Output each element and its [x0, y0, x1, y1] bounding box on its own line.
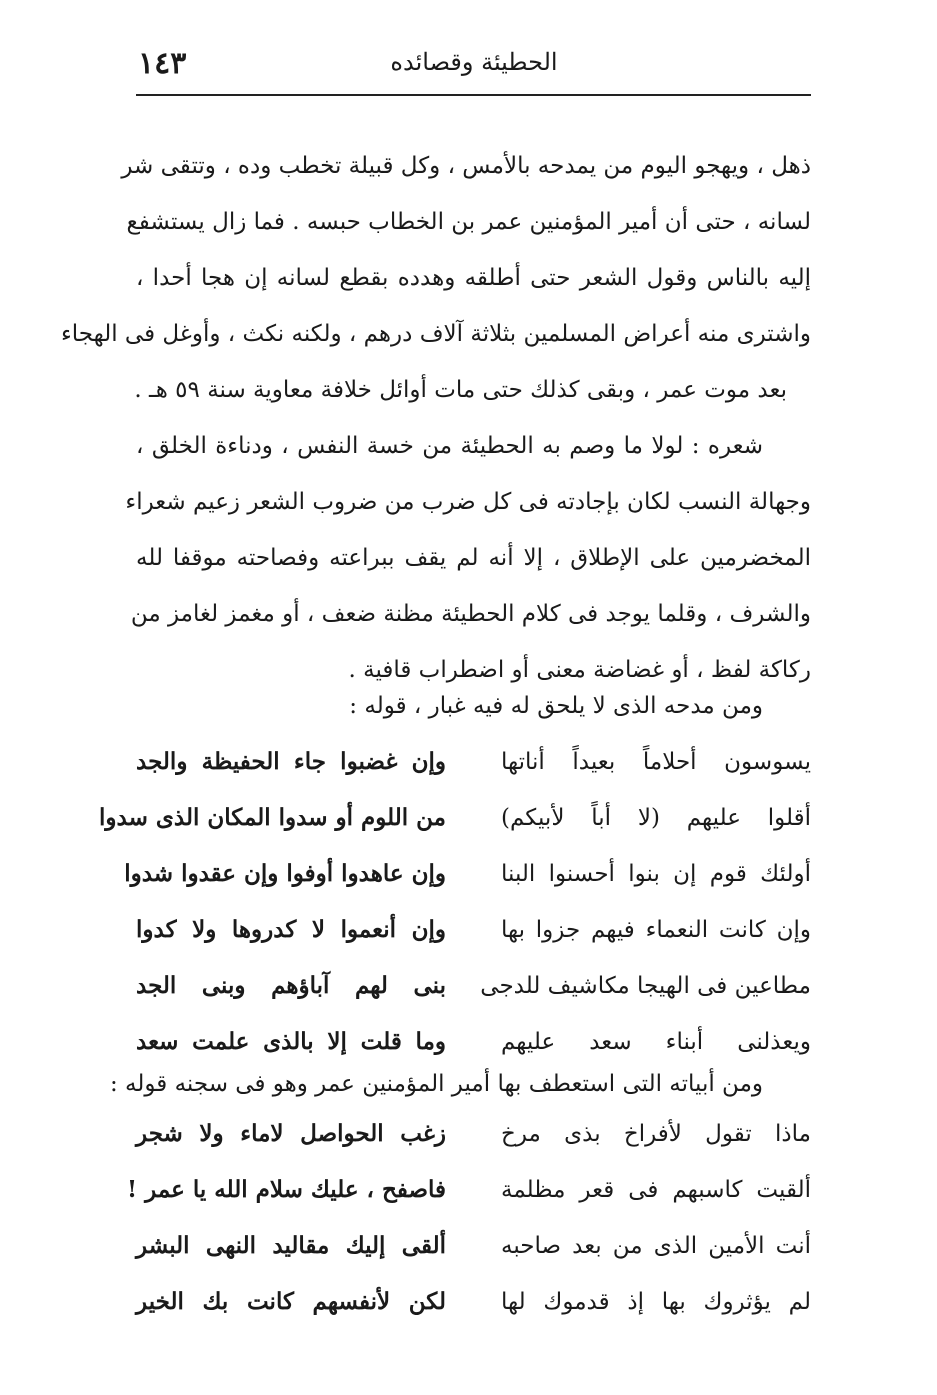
- page-number: ١٤٣: [138, 46, 187, 81]
- poem-intro-2: [109, 1056, 811, 1112]
- verse-first-hemistich: ويعذلنى أبناء سعد عليهم: [501, 1029, 811, 1055]
- running-title: الحطيئة وقصائده: [390, 48, 558, 76]
- verse-row: [136, 734, 811, 790]
- intro-line: ومن مدحه الذى لا يلحق له فيه غبار ، قوله :: [349, 693, 763, 719]
- text-line: شعره : لولا ما وصم به الحطيئة من خسة النفس ، ودناءة الخلق ،: [136, 433, 763, 459]
- text-line: وجهالة النسب لكان بإجادته فى كل ضرب من ضروب الشعر زعيم شعراء: [125, 489, 811, 515]
- verse-second-hemistich: وما قلت إلا بالذى علمت سعد: [136, 1028, 446, 1055]
- text-line: المخضرمين على الإطلاق ، إلا أنه لم يقف ببراعته وفصاحته موقفا لله: [136, 545, 811, 571]
- verse-row: [127, 1162, 811, 1218]
- text-line: ركاكة لفظ ، أو غضاضة معنى أو اضطراب قافية .: [348, 657, 811, 683]
- poem-plea-to-umar: [127, 1106, 811, 1330]
- verse-row: [124, 846, 811, 902]
- verse-second-hemistich: من اللوم أو سدوا المكان الذى سدوا: [99, 804, 446, 831]
- verse-second-hemistich: لكن لأنفسهم كانت بك الخير: [136, 1288, 446, 1315]
- verse-second-hemistich: فاصفح ، عليك سلام الله يا عمر !: [127, 1176, 446, 1203]
- verse-row: [136, 1106, 811, 1162]
- verse-row: [136, 1274, 811, 1330]
- prose-section: [60, 138, 811, 698]
- text-line: والشرف ، وقلما يوجد فى كلام الحطيئة مظنة ضعف ، أو مغمز لغامز من: [130, 601, 811, 627]
- verse-row: [136, 958, 811, 1014]
- verse-first-hemistich: أقلوا عليهم (لا أباً لأبيكم): [501, 805, 811, 831]
- text-line: بعد موت عمر ، وبقى كذلك حتى مات أوائل خلافة معاوية سنة ٥٩ هـ .: [134, 377, 787, 403]
- verse-first-hemistich: ماذا تقول لأفراخ بذى مرخ: [501, 1121, 811, 1147]
- poem-intro-1: [136, 678, 811, 734]
- verse-second-hemistich: زغب الحواصل لاماء ولا شجر: [136, 1120, 446, 1147]
- text-line: ذهل ، ويهجو اليوم من يمدحه بالأمس ، وكل قبيلة تخطب وده ، وتتقى شر: [121, 153, 811, 179]
- verse-row: [136, 902, 811, 958]
- text-line: واشترى منه أعراض المسلمين بثلاثة آلاف درهم ، ولكنه نكث ، وأوغل فى الهجاء: [60, 321, 811, 347]
- verse-first-hemistich: أنت الأمين الذى من بعد صاحبه: [501, 1233, 811, 1259]
- verse-second-hemistich: وإن أنعموا لا كدروها ولا كدوا: [136, 916, 446, 943]
- verse-second-hemistich: ألقى إليك مقاليد النهى البشر: [136, 1232, 446, 1259]
- verse-first-hemistich: وإن كانت النعماء فيهم جزوا بها: [501, 917, 811, 943]
- verse-first-hemistich: يسوسون أحلاماً بعيداً أناتها: [501, 749, 811, 775]
- verse-first-hemistich: أولئك قوم إن بنوا أحسنوا البنا: [501, 861, 811, 887]
- verse-first-hemistich: ألقيت كاسبهم فى قعر مظلمة: [501, 1177, 811, 1203]
- paragraph-poetry-assessment: [125, 418, 811, 698]
- text-line: إليه بالناس وقول الشعر حتى أطلقه وهدده بقطع لسانه إن هجا أحدا ،: [136, 265, 811, 291]
- poem-praise: [99, 734, 811, 1070]
- verse-first-hemistich: لم يؤثروك بها إذ قدموك لها: [501, 1289, 811, 1315]
- verse-second-hemistich: بنى لهم آباؤهم وبنى الجد: [136, 972, 446, 999]
- page-header: [138, 42, 810, 96]
- verse-row: [136, 1218, 811, 1274]
- verse-first-hemistich: مطاعين فى الهيجا مكاشيف للدجى: [480, 973, 811, 999]
- paragraph-biography: [60, 138, 811, 418]
- text-line: لسانه ، حتى أن أمير المؤمنين عمر بن الخطاب حبسه . فما زال يستشفع: [126, 209, 811, 235]
- verse-second-hemistich: وإن غضبوا جاء الحفيظة والجد: [136, 748, 446, 775]
- verse-second-hemistich: وإن عاهدوا أوفوا وإن عقدوا شدوا: [124, 860, 446, 887]
- intro-line: ومن أبياته التى استعطف بها أمير المؤمنين عمر وهو فى سجنه قوله :: [109, 1071, 763, 1097]
- header-rule: [136, 94, 811, 96]
- verse-row: [99, 790, 811, 846]
